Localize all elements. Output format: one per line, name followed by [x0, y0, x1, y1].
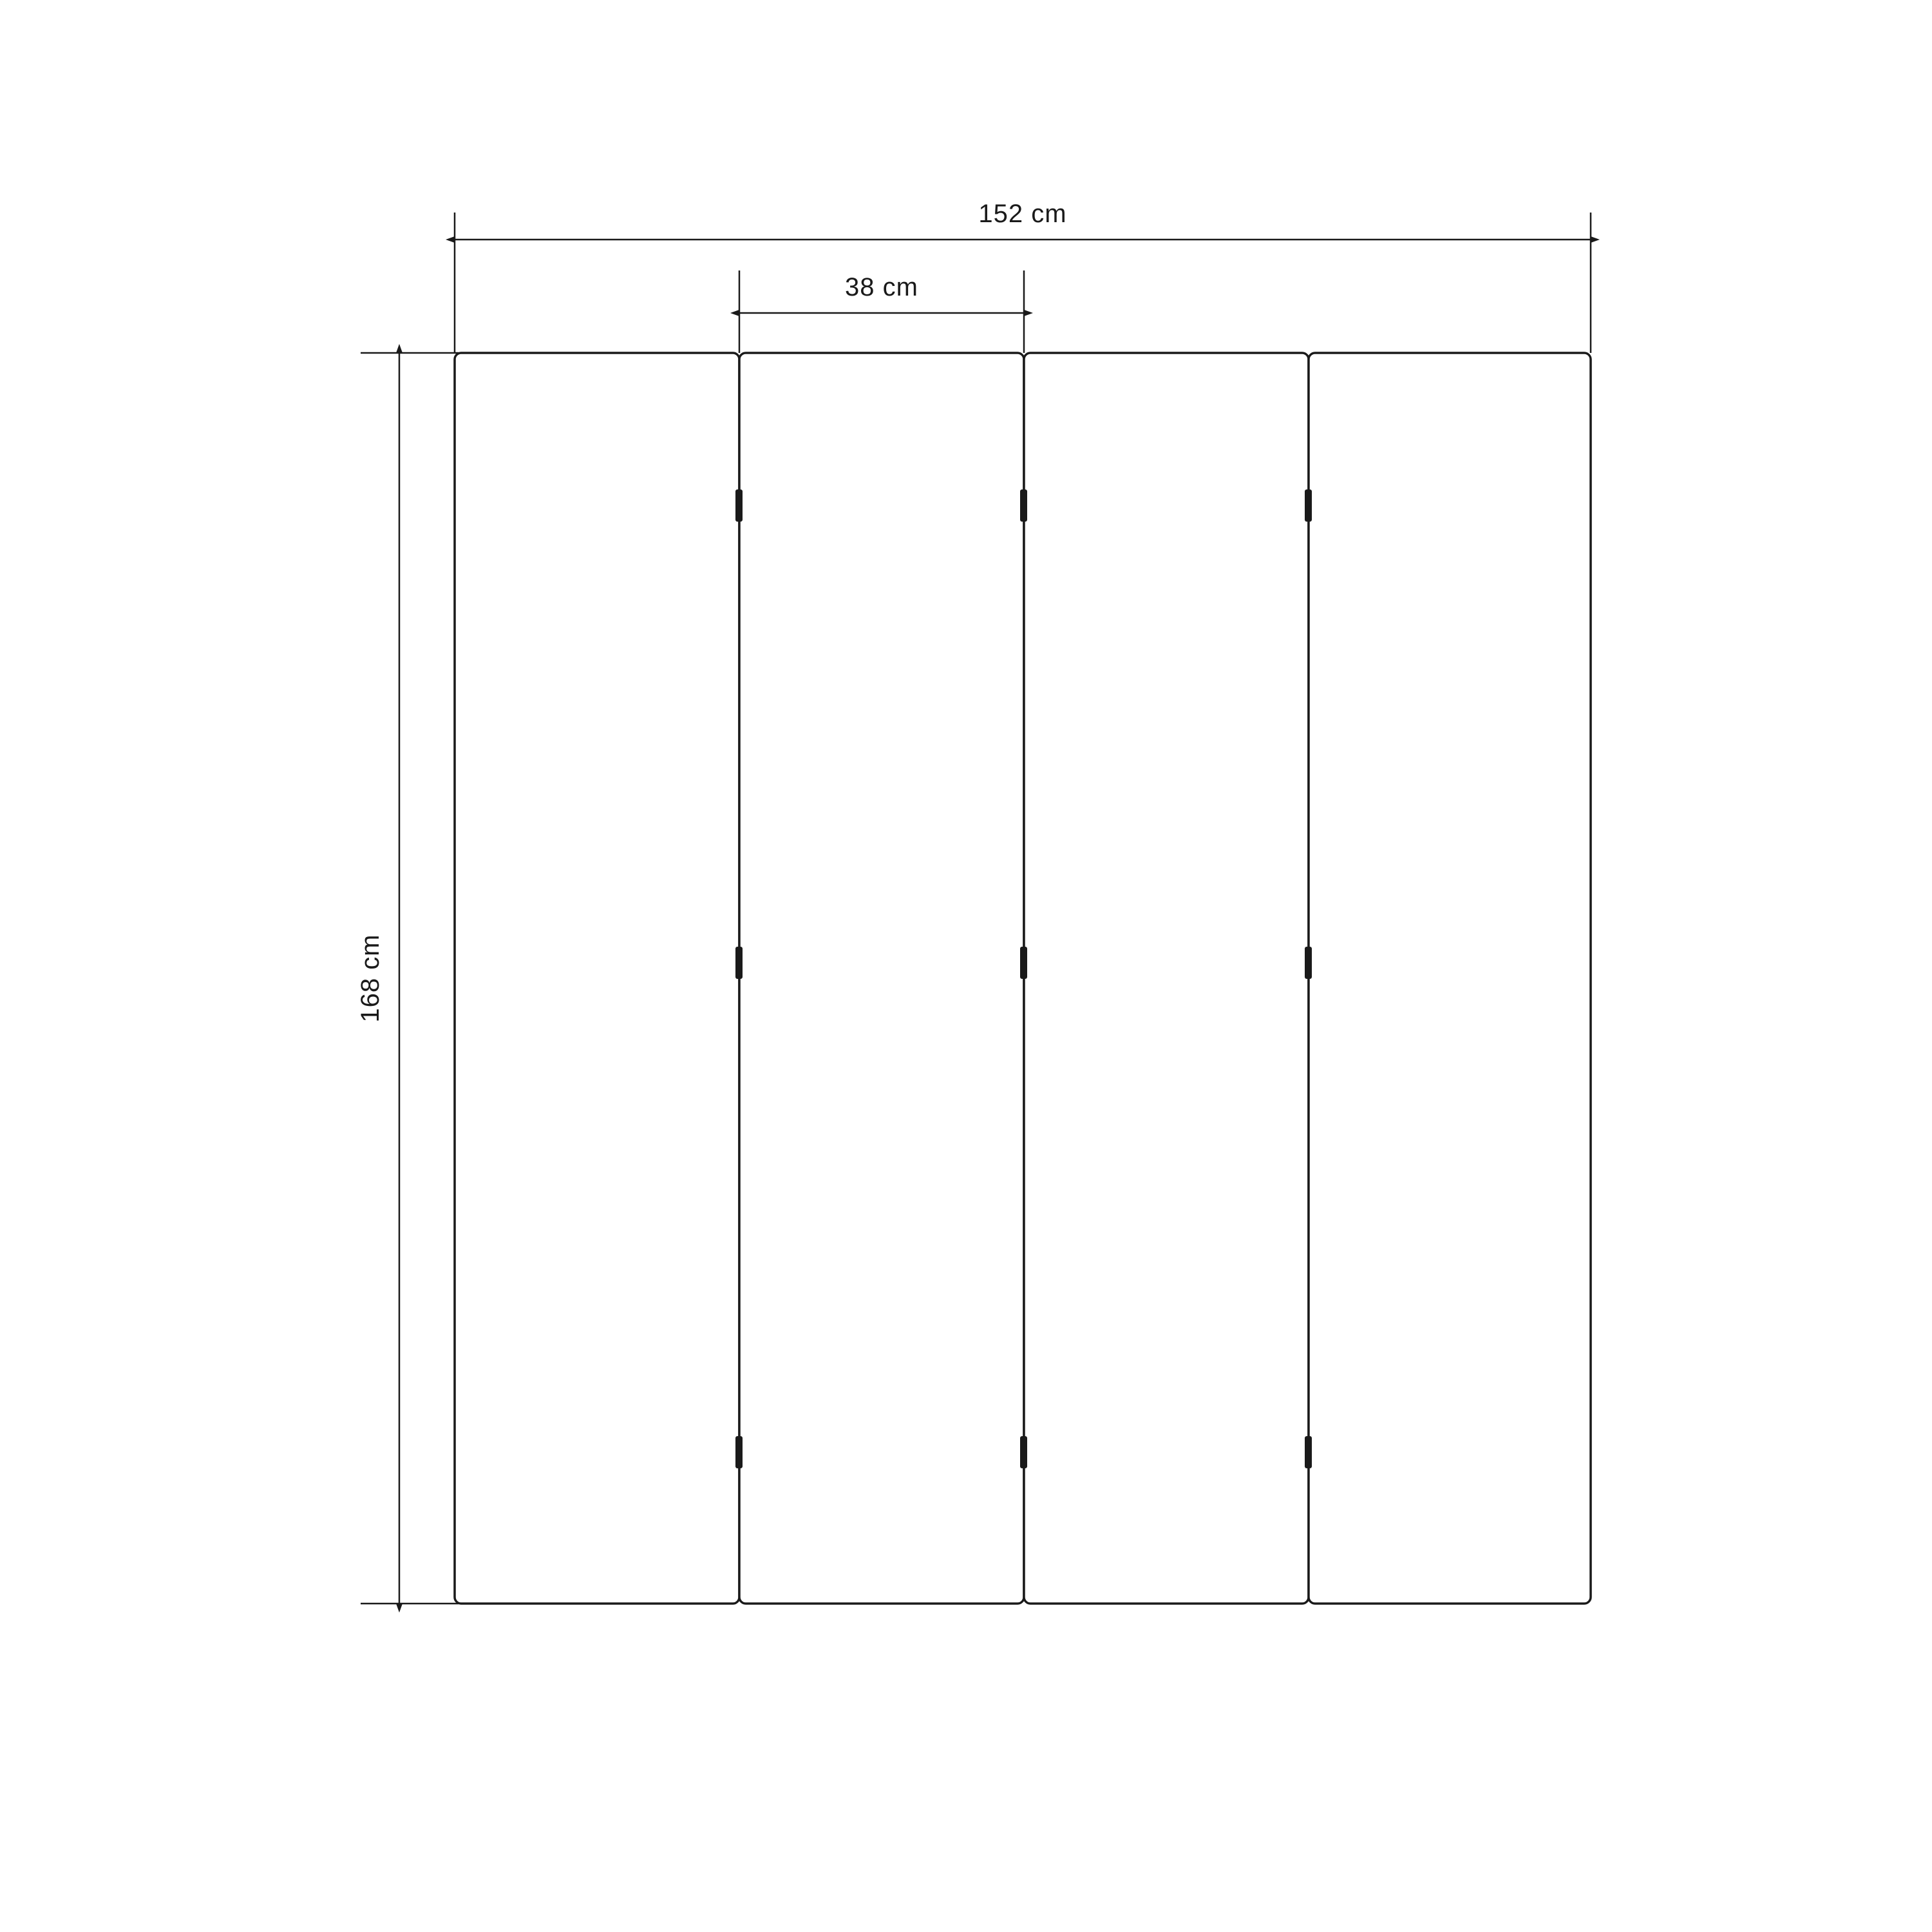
hinge-2-mid-icon	[1020, 947, 1027, 979]
hinge-2-top-icon	[1020, 489, 1027, 522]
height-label: 168 cm	[356, 934, 384, 1023]
panel-4[interactable]	[1309, 353, 1591, 1604]
hinge-1-bottom-icon	[735, 1436, 743, 1468]
hinge-2-bottom-icon	[1020, 1436, 1027, 1468]
total-width-label: 152 cm	[978, 200, 1067, 228]
hinge-3-mid-icon	[1305, 947, 1312, 979]
panel-width-label: 38 cm	[845, 273, 918, 301]
panel-3[interactable]	[1024, 353, 1309, 1604]
hinge-1-top-icon	[735, 489, 743, 522]
panel-1[interactable]	[455, 353, 739, 1604]
hinge-3-bottom-icon	[1305, 1436, 1312, 1468]
hinge-3-top-icon	[1305, 489, 1312, 522]
panel-2[interactable]	[739, 353, 1024, 1604]
hinge-1-mid-icon	[735, 947, 743, 979]
